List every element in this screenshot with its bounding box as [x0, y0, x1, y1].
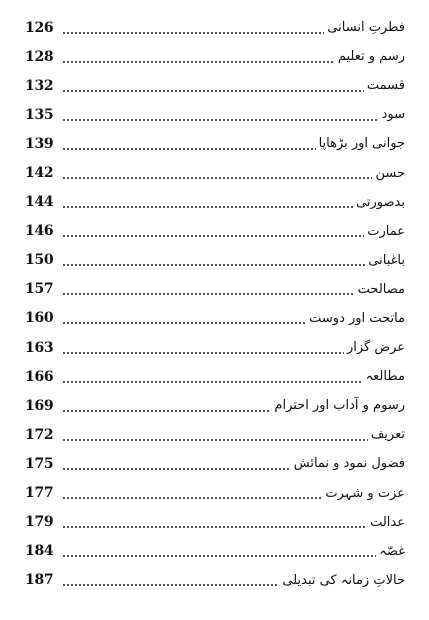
- toc-page-number: 184: [25, 543, 54, 560]
- toc-entry: [25, 420, 405, 449]
- toc-entry: [25, 275, 405, 304]
- toc-title: عرض گزار: [346, 340, 405, 356]
- dot-leader: [62, 21, 324, 35]
- toc-page-number: 135: [25, 106, 54, 123]
- toc-title: باغبانی: [368, 252, 405, 268]
- toc-title: عزت و شہرت: [325, 485, 405, 501]
- toc-page-number: 163: [25, 339, 54, 356]
- dot-leader: [62, 341, 344, 355]
- toc-title: حسن: [375, 165, 405, 181]
- toc-entry: [25, 217, 405, 246]
- toc-entry: [25, 188, 405, 217]
- toc-title: جوانی اور بڑھاپا: [318, 136, 405, 152]
- toc-title: حالاتِ زمانہ کی تبدیلی: [282, 572, 405, 588]
- toc-page-number: 169: [25, 397, 54, 414]
- toc-title: رسوم و آداب اور احترام: [274, 398, 405, 414]
- dot-leader: [62, 457, 291, 471]
- dot-leader: [62, 282, 355, 296]
- toc-page-number: 160: [25, 310, 54, 327]
- toc-page-number: 150: [25, 252, 54, 269]
- toc-entry: [25, 129, 405, 158]
- toc-page-number: 132: [25, 77, 54, 94]
- toc-entry: [25, 158, 405, 187]
- toc-entry: [25, 100, 405, 129]
- dot-leader: [62, 108, 379, 122]
- dot-leader: [62, 486, 322, 500]
- toc-entry: [25, 42, 405, 71]
- toc-title: ماتحت اور دوست: [309, 310, 405, 326]
- dot-leader: [62, 195, 353, 209]
- toc-page-number: 177: [25, 485, 54, 502]
- dot-leader: [62, 50, 335, 64]
- dot-leader: [62, 79, 364, 93]
- toc-entry: [25, 391, 405, 420]
- toc-title: غصّہ: [379, 543, 405, 559]
- toc-entry: [25, 537, 405, 566]
- toc-title: فضول نمود و نمائش: [293, 456, 405, 472]
- toc-entry: [25, 479, 405, 508]
- toc-title: عمارت: [367, 223, 405, 239]
- toc-page-number: 179: [25, 514, 54, 531]
- dot-leader: [62, 544, 376, 558]
- toc-title: رسم و تعلیم: [337, 49, 405, 65]
- toc-page-number: 144: [25, 194, 54, 211]
- toc-page-number: 128: [25, 48, 54, 65]
- toc-page-number: 172: [25, 426, 54, 443]
- dot-leader: [62, 166, 372, 180]
- toc-page-number: 166: [25, 368, 54, 385]
- toc-page-number: 157: [25, 281, 54, 298]
- table-of-contents: [25, 13, 405, 595]
- toc-title: مطالعہ: [365, 369, 405, 385]
- dot-leader: [62, 515, 367, 529]
- toc-entry: [25, 566, 405, 595]
- toc-entry: [25, 13, 405, 42]
- toc-entry: [25, 508, 405, 537]
- toc-entry: [25, 304, 405, 333]
- toc-entry: [25, 71, 405, 100]
- dot-leader: [62, 370, 363, 384]
- toc-page-number: 126: [25, 19, 54, 36]
- toc-title: عدالت: [370, 514, 405, 530]
- toc-title: مصالحت: [357, 281, 405, 297]
- dot-leader: [62, 224, 364, 238]
- toc-entry: [25, 333, 405, 362]
- dot-leader: [62, 428, 368, 442]
- dot-leader: [62, 573, 279, 587]
- toc-page-number: 187: [25, 572, 54, 589]
- toc-page-number: 175: [25, 455, 54, 472]
- toc-page-number: 139: [25, 135, 54, 152]
- toc-entry: [25, 449, 405, 478]
- dot-leader: [62, 399, 271, 413]
- toc-title: فطرتِ انسانی: [327, 20, 405, 36]
- toc-page-number: 142: [25, 165, 54, 182]
- toc-title: قسمت: [366, 78, 405, 94]
- toc-title: تعریف: [370, 427, 405, 443]
- dot-leader: [62, 311, 306, 325]
- toc-entry: [25, 246, 405, 275]
- toc-title: بدصورتی: [356, 194, 405, 210]
- dot-leader: [62, 253, 365, 267]
- toc-title: سود: [381, 107, 405, 123]
- toc-entry: [25, 362, 405, 391]
- dot-leader: [62, 137, 316, 151]
- toc-page-number: 146: [25, 223, 54, 240]
